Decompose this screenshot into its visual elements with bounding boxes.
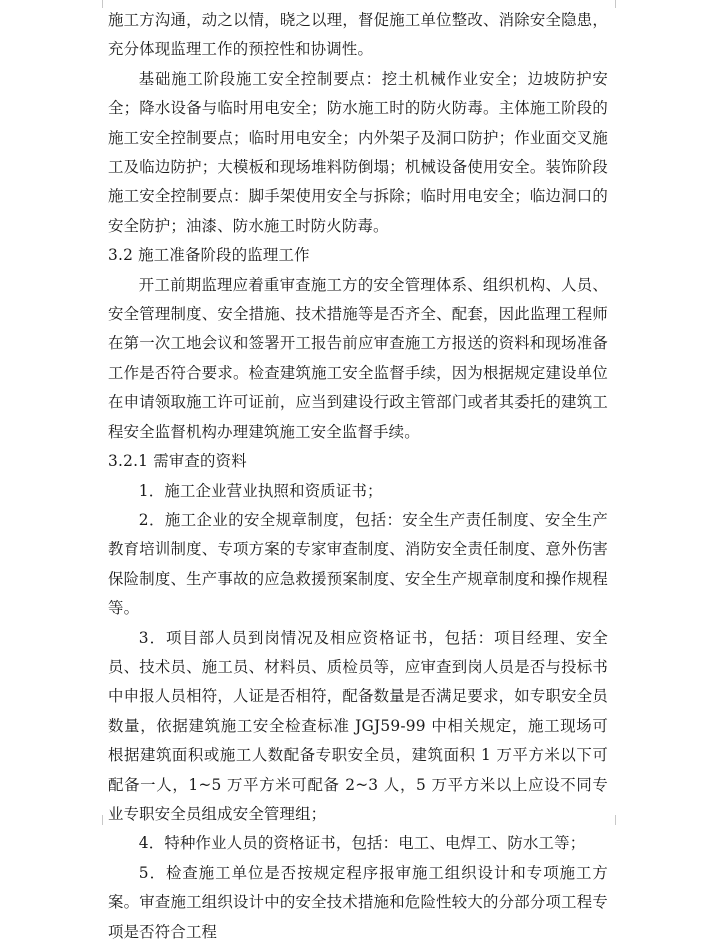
paragraph-continuation: 施工方沟通，动之以情，晓之以理，督促施工单位整改、消除安全隐患，充分体现监理工作的预控性和协调性。: [108, 11, 608, 59]
document-body: [108, 6, 608, 947]
crop-mark-top-left: [88, 0, 103, 8]
paragraph-preparation-stage: 开工前期监理应着重审查施工方的安全管理体系、组织机构、人员、安全管理制度、安全措施、技术措施等是否齐全、配套，因此监理工程师在第一次工地会议和签署开工报告前应审查施工方报送的资料和现场准备工作是否符合要求。检查建筑施工安全监督手续，因为根据规定建设单位在申请领取施工许可证前，应当到建设行政主管部门或者其委托的建筑工程安全监督机构办理建筑施工安全监督手续。: [108, 275, 608, 441]
list-item-2: 2．施工企业的安全规章制度，包括：安全生产责任制度、安全生产教育培训制度、专项方案的专家审查制度、消防安全责任制度、意外伤害保险制度、生产事故的应急救援预案制度、安全生产规章制度和操作规程等。: [108, 510, 608, 618]
section-heading-3-2-1: 3.2.1 需审查的资料: [108, 452, 247, 471]
list-item-3: 3．项目部人员到岗情况及相应资格证书，包括：项目经理、安全员、技术员、施工员、材料员、质检员等，应审查到岗人员是否与投标书中申报人员相符，人证是否相符，配备数量是否满足要求，如专职安全员数量，依据建筑施工安全检查标准 JGJ59-99 中相关规定，施工现场可根据建筑面积或施工人数配备专职安全员，建筑面积 1 万平方米以下可配备一人，1~5 万平方米可配备 2~3 人，5 万平方米以上应设不同专业专职安全员组成安全管理组；: [108, 628, 608, 823]
list-item-4: 4．特种作业人员的资格证书，包括：电工、电焊工、防水工等；: [138, 834, 586, 853]
list-item-5: 5．检查施工单位是否按规定程序报审施工组织设计和专项施工方案。审查施工组织设计中的安全技术措施和危险性较大的分部分项工程专项是否符合工程: [108, 863, 608, 941]
paragraph-safety-control-points: 基础施工阶段施工安全控制要点：挖土机械作业安全；边坡防护安全；降水设备与临时用电安全；防水施工时的防火防毒。主体施工阶段的施工安全控制要点；临时用电安全；内外架子及洞口防护；作业面交叉施工及临边防护；大模板和现场堆料防倒塌；机械设备使用安全。装饰阶段施工安全控制要点：脚手架使用安全与拆除；临时用电安全；临边洞口的安全防护；油漆、防水施工时防火防毒。: [108, 69, 608, 235]
crop-mark-top-right: [615, 0, 630, 8]
crop-mark-bottom-right: [615, 815, 630, 825]
section-heading-3-2: 3.2 施工准备阶段的监理工作: [108, 246, 310, 265]
list-item-1: 1．施工企业营业执照和资质证书；: [138, 481, 383, 500]
crop-mark-bottom-left: [88, 815, 103, 825]
